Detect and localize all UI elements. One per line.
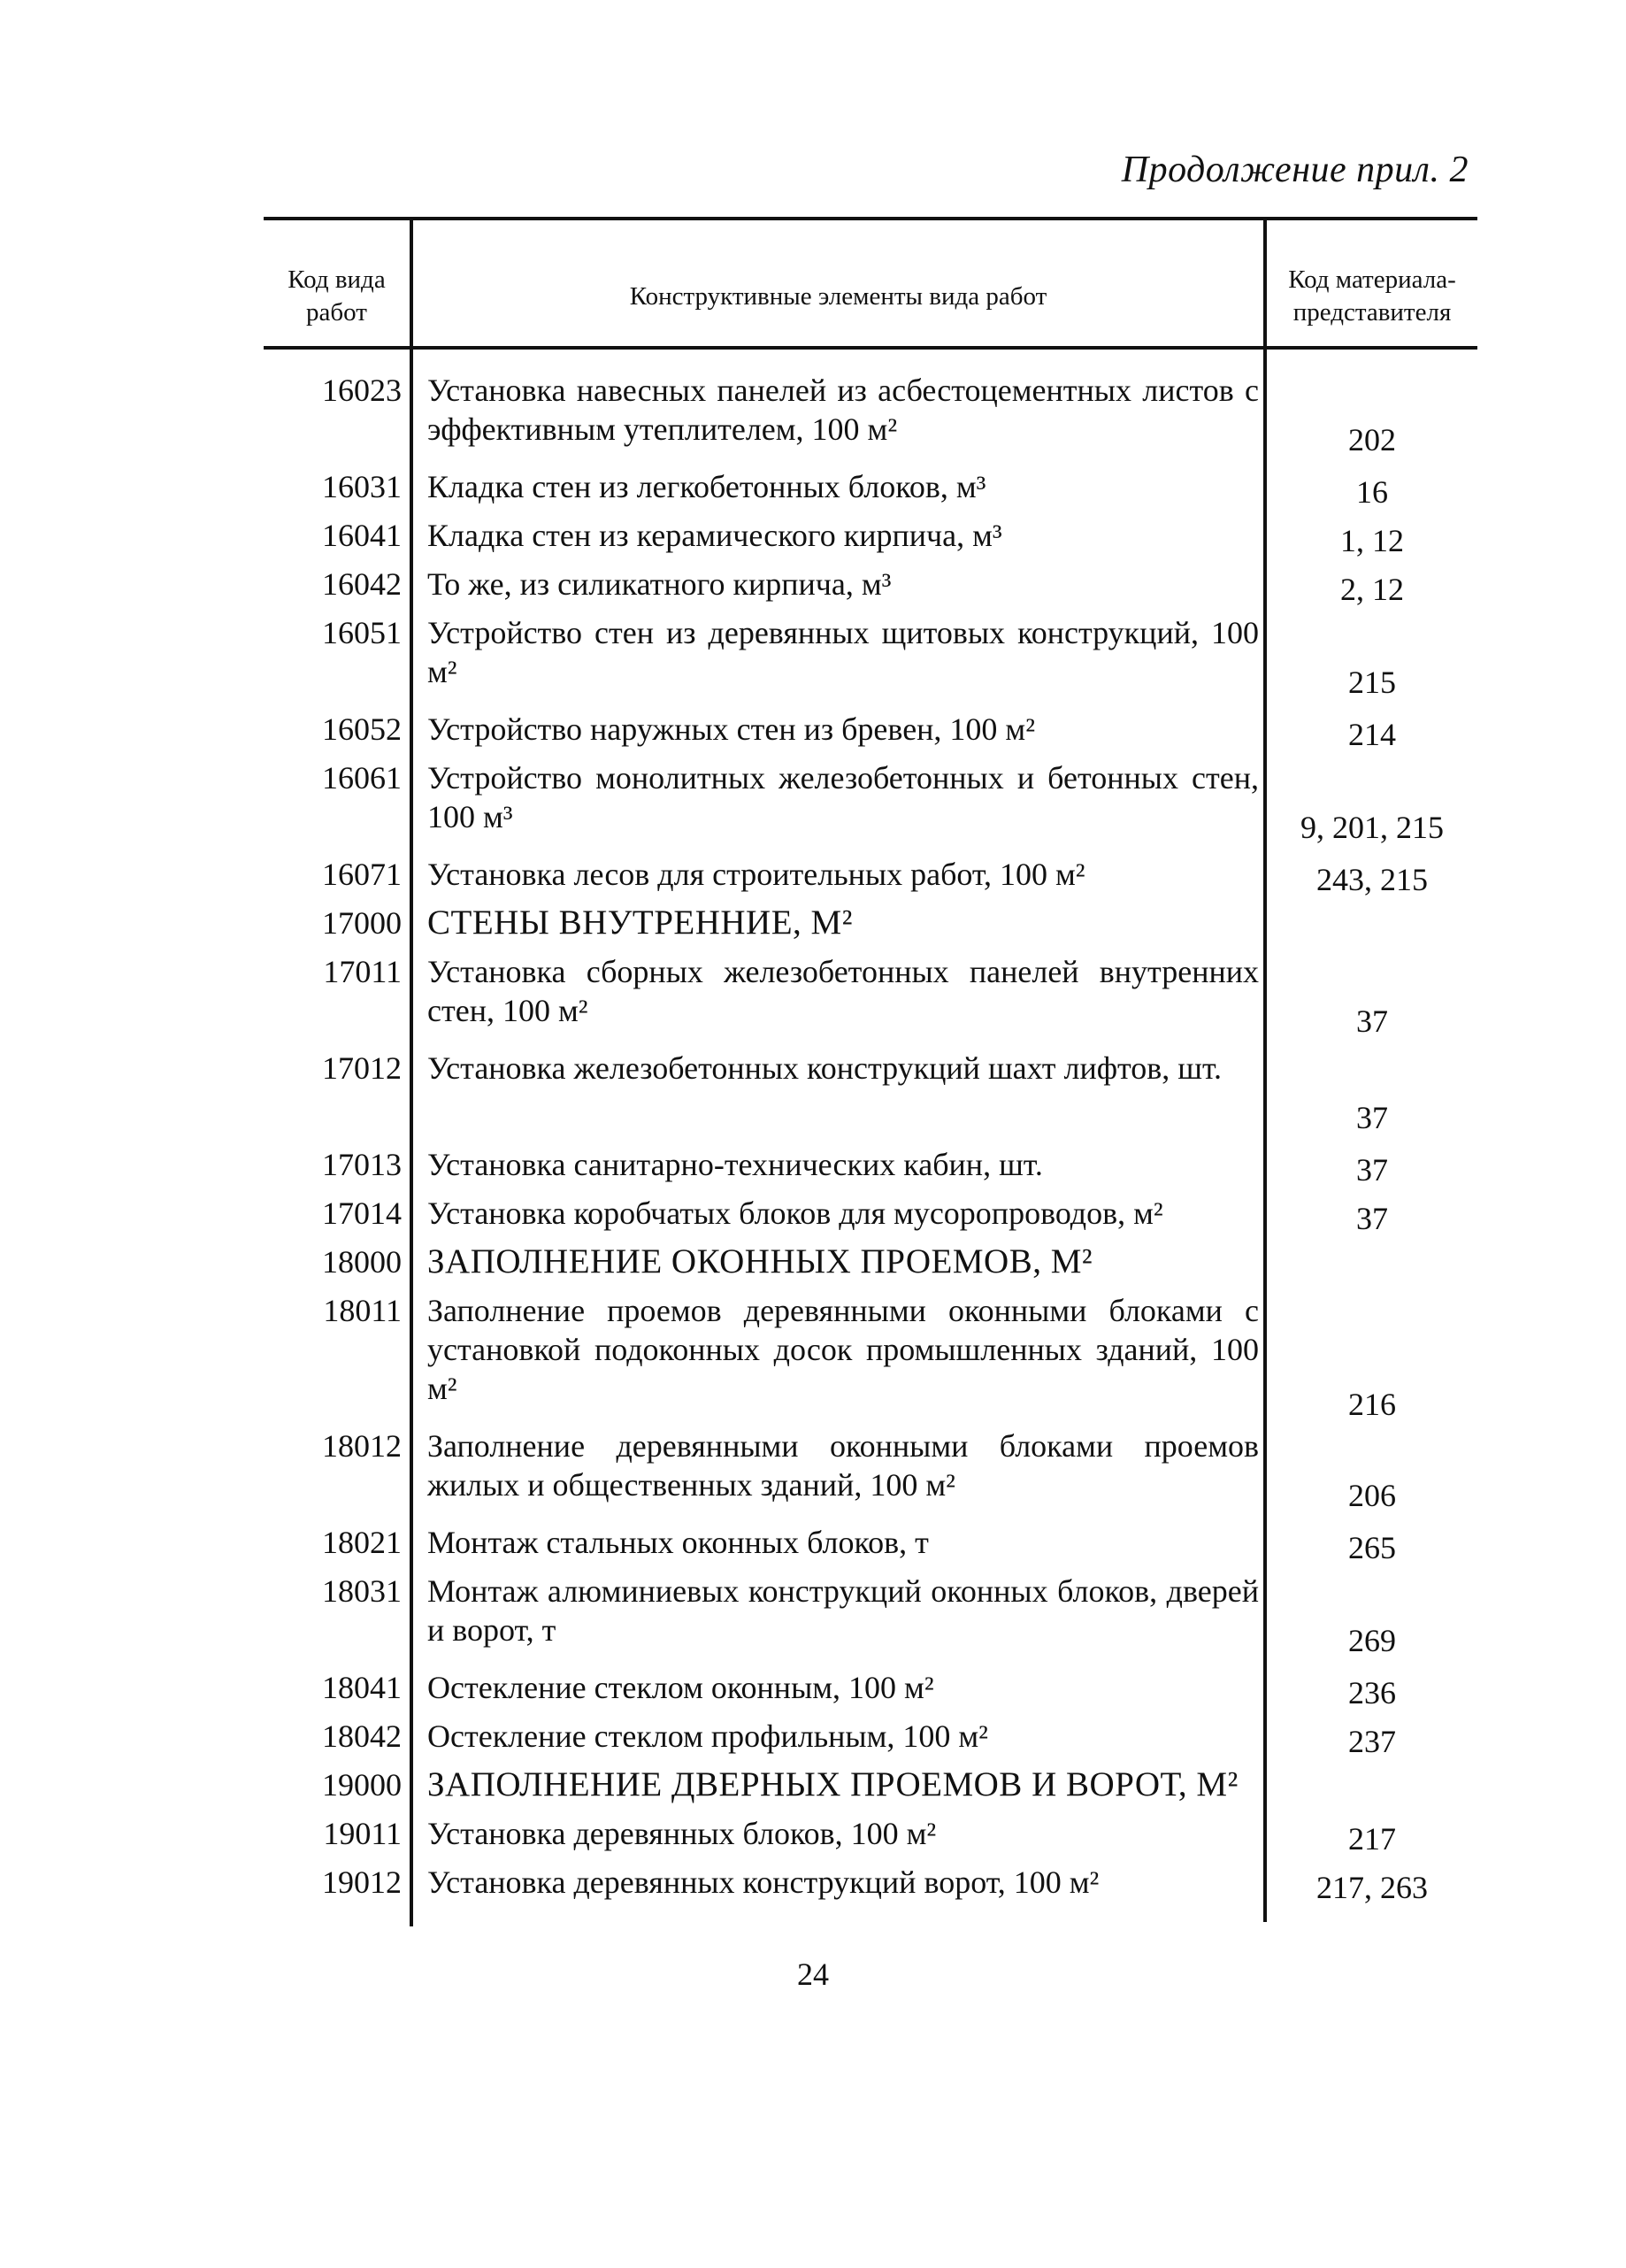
work-description: Устройство монолитных железобетонных и бетонных стен, 100 м³ (427, 760, 1259, 834)
table-row (264, 1814, 1477, 1858)
material-code: 1, 12 (1340, 523, 1404, 558)
table-row (264, 710, 1477, 754)
page-number: 24 (797, 1957, 829, 1992)
material-code: 217 (1348, 1821, 1396, 1857)
table-row (264, 467, 1477, 511)
work-description: Кладка стен из керамического кирпича, м³ (427, 518, 1002, 553)
material-code: 236 (1348, 1675, 1396, 1711)
work-description: Установка санитарно-технических кабин, шт. (427, 1147, 1043, 1182)
material-code: 9, 201, 215 (1300, 810, 1444, 845)
table-row (264, 1717, 1477, 1761)
table-row (264, 1572, 1477, 1660)
material-code: 37 (1356, 1003, 1388, 1039)
work-code: 19011 (323, 1816, 402, 1851)
work-code: 16052 (322, 711, 402, 747)
column-header-code: Код вида работ (288, 265, 386, 327)
work-description: Устройство стен из деревянных щитовых конструкций, 100 м² (427, 615, 1259, 689)
work-code: 18011 (323, 1293, 402, 1328)
work-description: Заполнение деревянными оконными блоками проемов жилых и общественных зданий, 100 м² (427, 1428, 1259, 1503)
material-code: 237 (1348, 1724, 1396, 1759)
table-row (264, 371, 1477, 459)
material-code: 37 (1356, 1100, 1388, 1135)
section-row (264, 1242, 1477, 1287)
table-row (264, 565, 1477, 609)
material-code: 265 (1348, 1530, 1396, 1565)
work-code: 17014 (322, 1196, 402, 1231)
work-code: 16023 (322, 373, 402, 408)
work-code: 16071 (322, 857, 402, 892)
table-row (264, 1194, 1477, 1238)
work-description: Кладка стен из легкобетонных блоков, м³ (427, 469, 986, 504)
work-description: Монтаж стальных оконных блоков, т (427, 1525, 929, 1560)
table-row (264, 516, 1477, 560)
work-code: 16051 (322, 615, 402, 650)
table-row (264, 1668, 1477, 1712)
work-description: Установка лесов для строительных работ, 100 м² (427, 857, 1085, 892)
work-code: 17000 (322, 905, 402, 941)
work-code: 18021 (322, 1525, 402, 1560)
table-row (264, 1523, 1477, 1567)
material-code: 206 (1348, 1478, 1396, 1513)
table-row (264, 1291, 1477, 1424)
work-description: Остекление стеклом профильным, 100 м² (427, 1718, 988, 1754)
work-description: Установка коробчатых блоков для мусоропроводов, м² (427, 1196, 1163, 1231)
work-code: 19000 (322, 1767, 402, 1803)
work-description: Устройство наружных стен из бревен, 100 м² (427, 711, 1036, 747)
material-code: 37 (1356, 1201, 1388, 1236)
table-row (264, 758, 1477, 847)
material-code: 217, 263 (1316, 1870, 1428, 1905)
material-code: 215 (1348, 665, 1396, 700)
work-description: Установка железобетонных конструкций шахт лифтов, шт. (427, 1050, 1223, 1086)
material-code: 214 (1348, 717, 1396, 752)
work-code: 18012 (322, 1428, 402, 1464)
material-code: 269 (1348, 1623, 1396, 1658)
material-code: 16 (1356, 474, 1388, 510)
section-title: СТЕНЫ ВНУТРЕННИЕ, М² (427, 903, 853, 942)
material-code: 37 (1356, 1152, 1388, 1188)
work-description: Установка навесных панелей из асбестоцементных листов с эффективным утеплителем, 100 м² (427, 373, 1259, 447)
material-code: 243, 215 (1316, 862, 1428, 897)
work-code: 18031 (322, 1573, 402, 1609)
work-code: 18000 (322, 1244, 402, 1280)
table-row (264, 1426, 1477, 1515)
section-row (264, 1765, 1477, 1810)
table-row (264, 952, 1477, 1041)
material-code: 2, 12 (1340, 572, 1404, 607)
work-description: Установка сборных железобетонных панелей внутренних стен, 100 м² (427, 954, 1259, 1028)
material-code: 202 (1348, 422, 1396, 457)
section-row (264, 903, 1477, 948)
table-row (264, 613, 1477, 702)
work-code: 17011 (323, 954, 402, 989)
table-row (264, 1049, 1477, 1137)
work-code: 18041 (322, 1670, 402, 1705)
work-code: 17013 (322, 1147, 402, 1182)
work-code: 16042 (322, 566, 402, 602)
work-code: 19012 (322, 1864, 402, 1900)
work-description: То же, из силикатного кирпича, м³ (427, 566, 892, 602)
column-header-elements: Конструктивные элементы вида работ (629, 281, 1047, 311)
work-description: Остекление стеклом оконным, 100 м² (427, 1670, 934, 1705)
work-description: Установка деревянных конструкций ворот, 100 м² (427, 1864, 1100, 1900)
section-title: ЗАПОЛНЕНИЕ ОКОННЫХ ПРОЕМОВ, М² (427, 1242, 1093, 1280)
work-code: 16041 (322, 518, 402, 553)
work-code: 16061 (322, 760, 402, 796)
table-row (264, 1145, 1477, 1189)
column-header-material: Код материала-представителя (1288, 265, 1456, 327)
work-description: Установка деревянных блоков, 100 м² (427, 1816, 937, 1851)
work-code: 18042 (322, 1718, 402, 1754)
work-types-table (264, 217, 1477, 1926)
work-code: 16031 (322, 469, 402, 504)
work-code: 17012 (322, 1050, 402, 1086)
work-description: Монтаж алюминиевых конструкций оконных блоков, дверей и ворот, т (427, 1573, 1259, 1648)
table-top-rule (264, 217, 1477, 220)
work-description: Заполнение проемов деревянными оконными блоками с установкой подоконных досок промышленных зданий, 100 м² (427, 1293, 1259, 1406)
table-row (264, 1863, 1477, 1907)
material-code: 216 (1348, 1387, 1396, 1422)
section-title: ЗАПОЛНЕНИЕ ДВЕРНЫХ ПРОЕМОВ И ВОРОТ, М² (427, 1765, 1239, 1803)
continuation-label: Продолжение прил. 2 (1121, 150, 1469, 190)
table-row (264, 855, 1477, 899)
